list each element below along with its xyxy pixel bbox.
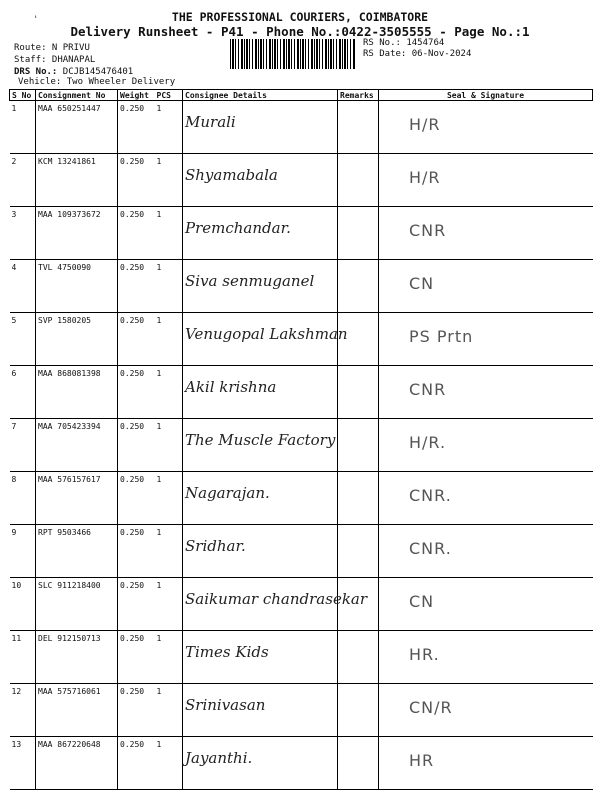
table-row — [10, 631, 593, 684]
row-seal: H/R. — [379, 419, 593, 472]
row-sno: 3 — [10, 207, 36, 260]
table-row — [10, 419, 593, 472]
row-seal: CNR. — [379, 525, 593, 578]
drs-label: DRS No.: — [14, 67, 58, 77]
row-pcs: 1 — [155, 684, 183, 737]
row-sno: 7 — [10, 419, 36, 472]
row-consignee: Akil krishna — [183, 366, 338, 419]
row-weight: 0.250 — [118, 207, 155, 260]
row-remarks — [338, 154, 379, 207]
row-seal: HR — [379, 737, 593, 790]
row-consignee: Murali — [183, 101, 338, 154]
row-consignee: Premchandar. — [183, 207, 338, 260]
row-consignee: Saikumar chandrasekar — [183, 578, 338, 631]
row-consignment: SVP 1580205 — [36, 313, 118, 366]
runsheet-title: Delivery Runsheet - P41 - Phone No.:0422-3505555 - Page No.:1 — [70, 24, 530, 39]
row-consignment: MAA 576157617 — [36, 472, 118, 525]
row-pcs: 1 — [155, 366, 183, 419]
table-row — [10, 525, 593, 578]
col-header-sno: S No — [10, 90, 36, 101]
row-remarks — [338, 684, 379, 737]
row-seal: CN — [379, 260, 593, 313]
row-consignee: Shyamabala — [183, 154, 338, 207]
row-pcs: 1 — [155, 154, 183, 207]
row-consignment: MAA 868081398 — [36, 366, 118, 419]
delivery-table — [9, 89, 593, 790]
row-seal: CN/R — [379, 684, 593, 737]
col-header-consignee: Consignee Details — [183, 90, 338, 101]
row-pcs: 1 — [155, 472, 183, 525]
rs-date: RS Date: 06-Nov-2024 — [363, 49, 472, 59]
row-consignee: Times Kids — [183, 631, 338, 684]
table-row — [10, 313, 593, 366]
row-pcs: 1 — [155, 419, 183, 472]
row-sno: 13 — [10, 737, 36, 790]
row-seal: PS Prtn — [379, 313, 593, 366]
row-seal: CNR — [379, 366, 593, 419]
row-sno: 8 — [10, 472, 36, 525]
row-pcs: 1 — [155, 525, 183, 578]
row-consignee: Srinivasan — [183, 684, 338, 737]
row-remarks — [338, 101, 379, 154]
col-header-seal: Seal & Signature — [379, 90, 593, 101]
row-weight: 0.250 — [118, 101, 155, 154]
row-pcs: 1 — [155, 207, 183, 260]
row-seal: H/R — [379, 101, 593, 154]
row-consignment: MAA 705423394 — [36, 419, 118, 472]
row-weight: 0.250 — [118, 154, 155, 207]
table-row — [10, 472, 593, 525]
barcode — [230, 39, 355, 69]
row-remarks — [338, 525, 379, 578]
row-weight: 0.250 — [118, 684, 155, 737]
rs-number: RS No.: 1454764 — [363, 38, 445, 48]
row-remarks — [338, 631, 379, 684]
row-weight: 0.250 — [118, 578, 155, 631]
row-seal: CNR — [379, 207, 593, 260]
row-consignee: Sridhar. — [183, 525, 338, 578]
row-consignment: MAA 867220648 — [36, 737, 118, 790]
corner-mark: ' — [33, 15, 39, 25]
row-weight: 0.250 — [118, 631, 155, 684]
table-row — [10, 737, 593, 790]
row-consignment: RPT 9503466 — [36, 525, 118, 578]
row-remarks — [338, 419, 379, 472]
vehicle-label: Vehicle: Two Wheeler Delivery — [18, 77, 176, 87]
row-consignment: KCM 13241861 — [36, 154, 118, 207]
row-pcs: 1 — [155, 578, 183, 631]
row-sno: 11 — [10, 631, 36, 684]
row-consignment: TVL 4750090 — [36, 260, 118, 313]
row-consignee: Venugopal Lakshman — [183, 313, 338, 366]
table-row — [10, 260, 593, 313]
row-consignee: Nagarajan. — [183, 472, 338, 525]
row-remarks — [338, 207, 379, 260]
company-title: THE PROFESSIONAL COURIERS, COIMBATORE — [171, 10, 429, 24]
table-row — [10, 154, 593, 207]
row-weight: 0.250 — [118, 419, 155, 472]
row-remarks — [338, 737, 379, 790]
row-pcs: 1 — [155, 101, 183, 154]
row-sno: 10 — [10, 578, 36, 631]
table-row — [10, 684, 593, 737]
row-sno: 6 — [10, 366, 36, 419]
row-remarks — [338, 472, 379, 525]
row-sno: 5 — [10, 313, 36, 366]
row-consignment: SLC 911218400 — [36, 578, 118, 631]
col-header-weight: Weight — [118, 90, 155, 101]
row-weight: 0.250 — [118, 737, 155, 790]
row-remarks — [338, 260, 379, 313]
row-sno: 4 — [10, 260, 36, 313]
col-header-pcs: PCS — [155, 90, 183, 101]
row-weight: 0.250 — [118, 525, 155, 578]
row-seal: CN — [379, 578, 593, 631]
row-seal: H/R — [379, 154, 593, 207]
col-header-remarks: Remarks — [338, 90, 379, 101]
row-weight: 0.250 — [118, 313, 155, 366]
row-seal: HR. — [379, 631, 593, 684]
table-row — [10, 207, 593, 260]
row-consignment: MAA 109373672 — [36, 207, 118, 260]
row-consignee: The Muscle Factory — [183, 419, 338, 472]
row-pcs: 1 — [155, 631, 183, 684]
row-pcs: 1 — [155, 260, 183, 313]
row-weight: 0.250 — [118, 366, 155, 419]
row-pcs: 1 — [155, 737, 183, 790]
row-consignee: Jayanthi. — [183, 737, 338, 790]
table-row — [10, 101, 593, 154]
staff-label: Staff: DHANAPAL — [14, 55, 96, 65]
table-row — [10, 578, 593, 631]
row-sno: 2 — [10, 154, 36, 207]
row-sno: 1 — [10, 101, 36, 154]
row-seal: CNR. — [379, 472, 593, 525]
row-sno: 9 — [10, 525, 36, 578]
row-consignment: MAA 650251447 — [36, 101, 118, 154]
row-sno: 12 — [10, 684, 36, 737]
table-row — [10, 366, 593, 419]
route-label: Route: N PRIVU — [14, 43, 90, 53]
row-consignment: MAA 575716061 — [36, 684, 118, 737]
row-weight: 0.250 — [118, 472, 155, 525]
col-header-consignment: Consignment No — [36, 90, 118, 101]
drs-value: DCJB145476401 — [62, 67, 134, 77]
row-pcs: 1 — [155, 313, 183, 366]
row-remarks — [338, 366, 379, 419]
row-consignee: Siva senmuganel — [183, 260, 338, 313]
row-consignment: DEL 912150713 — [36, 631, 118, 684]
table-header-row — [10, 90, 593, 101]
row-weight: 0.250 — [118, 260, 155, 313]
